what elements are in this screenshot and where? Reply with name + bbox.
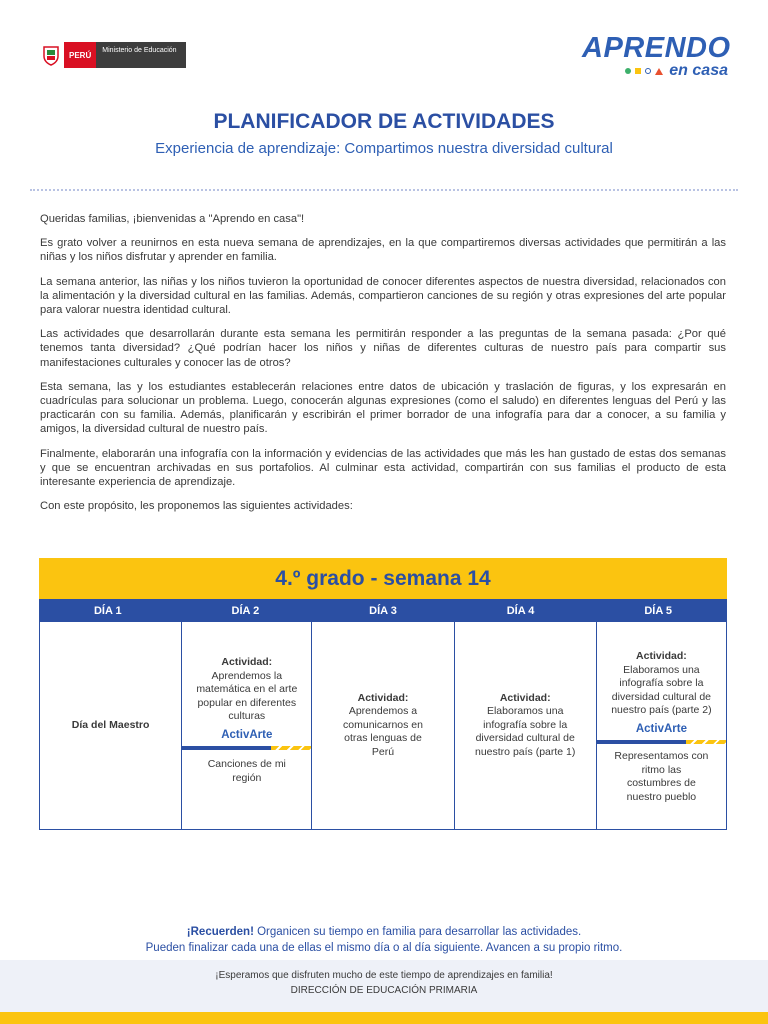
- page-subtitle: Experiencia de aprendizaje: Compartimos nuestra diversidad cultural: [155, 140, 613, 157]
- days-header-row: [39, 599, 727, 622]
- day-header: DÍA 5: [644, 604, 673, 617]
- aprendo-en-casa-logo: [582, 32, 731, 80]
- ministry-logo: [38, 42, 186, 68]
- paragraph-closing: Con este propósito, les proponemos las siguientes actividades:: [40, 500, 353, 513]
- activarte-label: ActivArte: [635, 722, 687, 735]
- activity-label: Actividad:: [636, 650, 687, 662]
- schedule-table: [39, 558, 727, 830]
- day3-activity: Aprendemos a comunicarnos en otras lenguas de Perú: [343, 705, 423, 758]
- day4-activity: Elaboramos una infografía sobre la diversidad cultural de nuestro país (parte 1): [475, 705, 576, 758]
- ministry-label: Ministerio de Educación: [96, 42, 186, 68]
- day5-activarte: Representamos con ritmo las costumbres de nuestro pueblo: [614, 750, 709, 803]
- footer-accent-bar: [0, 1012, 768, 1024]
- reminder-line1: Organicen su tiempo en familia para desarrollar las actividades.: [257, 926, 582, 938]
- day3-cell: [312, 622, 454, 829]
- paragraph: Es grato volver a reunirnos en esta nueva semana de aprendizajes, en la que compartiremos diversas actividades que permitirán a las niñas y los niños disfrutar y aprender en familia.: [40, 237, 726, 264]
- brand-subtitle: en casa: [669, 62, 728, 79]
- intro-text: [40, 212, 726, 523]
- day2-activarte: Canciones de mi región: [207, 758, 286, 784]
- day-header: DÍA 4: [506, 604, 535, 617]
- dotted-divider: [30, 189, 738, 191]
- coat-of-arms-icon: [38, 42, 64, 68]
- paragraph: Las actividades que desarrollarán durante esta semana les permitirán responder a las preguntas de la semana pasada: ¿Por qué tenemos tanta diversidad? ¿Qué podrían hacer los niños y niñas de diferentes culturas de nuestro país para compartir sus manifestaciones culturales y conocer las de otros?: [40, 328, 726, 369]
- activity-label: Actividad:: [221, 656, 273, 668]
- day5-activity: Elaboramos una infografía sobre la diversidad cultural de nuestro país (parte 2): [611, 663, 712, 716]
- day-header: DÍA 1: [93, 604, 122, 617]
- paragraph: La semana anterior, las niñas y los niños tuvieron la oportunidad de conocer diferentes aspectos de nuestra diversidad, relacionados con la alimentación y la diversidad cultural en las familias. Además, compartieron canciones de su región y otras expresiones del arte popular para valorar nuestra identidad cultural.: [40, 275, 726, 317]
- day4-cell: [455, 622, 597, 829]
- reminder-bold: ¡Recuerden!: [186, 926, 254, 938]
- page-footer: [0, 960, 768, 1012]
- paragraph: Esta semana, las y los estudiantes establecerán relaciones entre datos de ubicación y traslación de figuras, y los expresarán en cuadrículas para solucionar un problema. Luego, conocerán algunas expresiones (como el saludo) en diferentes lenguas del Perú y las practicarán con su familia. Además, planificarán y escribirán el primer borrador de una infografía para dar a conocer, a su familia y amigos, la diversidad cultural de nuestro país.: [40, 380, 726, 436]
- day1-text: Día del Maestro: [71, 718, 150, 731]
- grade-week-title: 4.º grado - semana 14: [39, 558, 727, 599]
- brand-shapes-icon: [625, 68, 663, 75]
- footer-message: ¡Esperamos que disfruten mucho de este tiempo de aprendizajes en familia!: [215, 970, 553, 981]
- activarte-label: ActivArte: [221, 728, 273, 741]
- page-header: [0, 0, 768, 100]
- brand-title: APRENDO: [582, 32, 731, 64]
- day1-cell: [40, 622, 182, 829]
- day2-activity: Aprendemos la matemática en el arte popular en diferentes culturas: [196, 669, 298, 722]
- reminder-line2: Pueden finalizar cada una de ellas el mismo día o al día siguiente. Avancen a su propio ritmo.: [145, 942, 623, 954]
- paragraph-greeting: Queridas familias, ¡bienvenidas a "Aprendo en casa"!: [40, 213, 305, 225]
- activities-row: [39, 622, 727, 830]
- activity-label: Actividad:: [357, 691, 409, 704]
- day5-cell: [597, 622, 726, 829]
- activity-label: Actividad:: [499, 691, 551, 704]
- page-title: PLANIFICADOR DE ACTIVIDADES: [213, 110, 555, 133]
- reminder-note: [0, 924, 768, 956]
- day-header: DÍA 2: [231, 604, 260, 617]
- paragraph: Finalmente, elaborarán una infografía con la información y evidencias de las actividades que más les han gustado de estas dos semanas y que se encuentran archivadas en sus portafolios. Al culminar esta actividad, compartirán con sus familias el producto de esta interesante experiencia de aprendizaje.: [40, 447, 726, 489]
- day-header: DÍA 3: [369, 604, 397, 617]
- day2-cell: [182, 622, 312, 829]
- footer-department: DIRECCIÓN DE EDUCACIÓN PRIMARIA: [290, 985, 478, 996]
- peru-label: PERÚ: [64, 42, 96, 68]
